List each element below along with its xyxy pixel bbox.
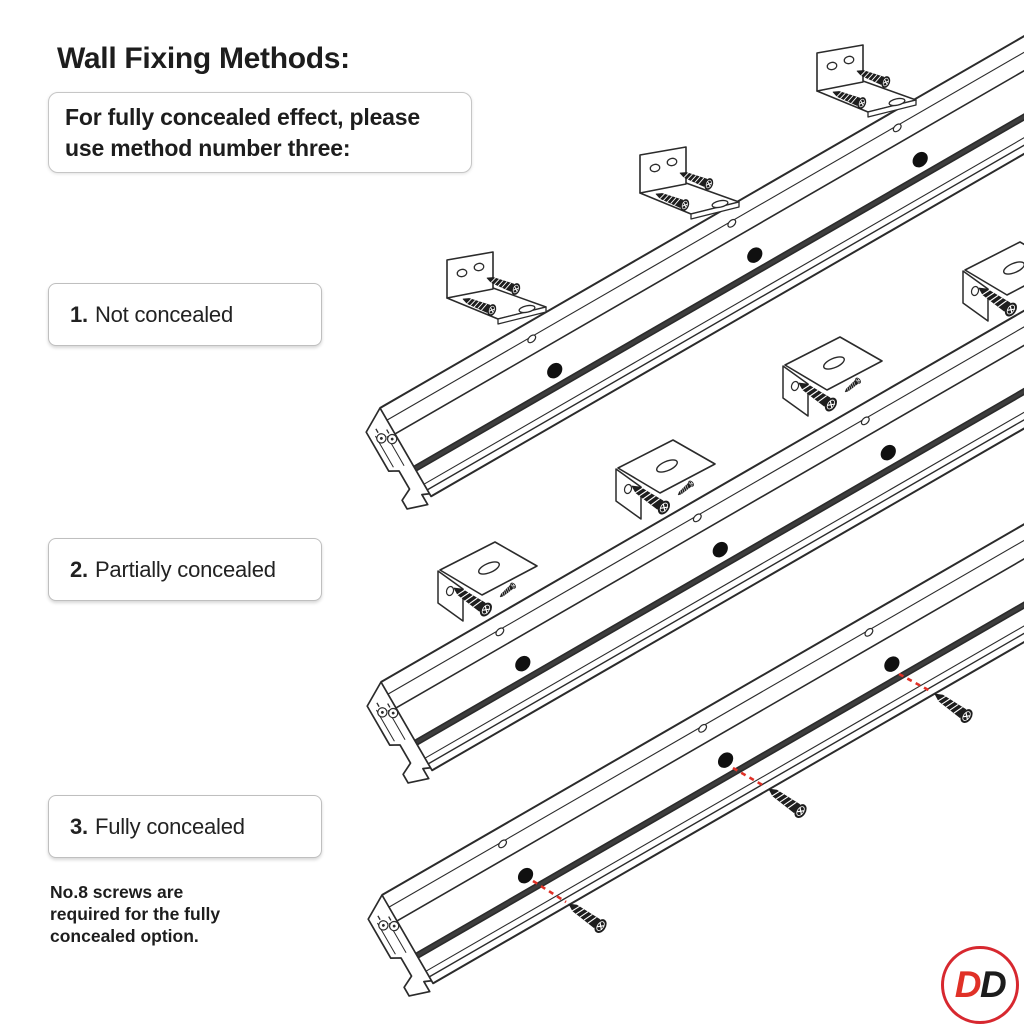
wall-bracket-2 bbox=[640, 147, 739, 219]
screws-note bbox=[50, 881, 270, 947]
method-number: 2. bbox=[70, 556, 88, 582]
no8-screw-icon bbox=[931, 688, 976, 726]
note-line-1: No.8 screws are bbox=[50, 882, 184, 902]
rail-extrusion bbox=[358, 282, 1024, 789]
wall-bracket-3 bbox=[817, 45, 916, 117]
info-line-1: For fully concealed effect, please bbox=[65, 104, 420, 130]
method-label: Fully concealed bbox=[94, 813, 245, 839]
method-label-fully-concealed bbox=[48, 795, 322, 858]
clamp-bracket-4 bbox=[963, 242, 1024, 321]
note-line-3: concealed option. bbox=[50, 926, 199, 946]
note-line-2: required for the fully bbox=[50, 904, 221, 924]
info-line-2: use method number three: bbox=[65, 135, 351, 161]
method-number: 3. bbox=[70, 813, 88, 839]
method-label-partially-concealed bbox=[48, 538, 322, 601]
dd-brand-logo bbox=[941, 946, 1019, 1024]
page-title: Wall Fixing Methods: bbox=[57, 42, 350, 75]
track-rail-method-2 bbox=[358, 282, 1024, 789]
info-callout-box bbox=[48, 92, 472, 173]
logo-letter-1: D bbox=[954, 964, 980, 1005]
wall-bracket-1 bbox=[447, 252, 546, 324]
method-label-not-concealed bbox=[48, 283, 322, 346]
method-number: 1. bbox=[70, 301, 88, 327]
method-label: Partially concealed bbox=[94, 556, 276, 582]
method-label: Not concealed bbox=[94, 301, 234, 327]
logo-letter-2: D bbox=[980, 964, 1006, 1005]
